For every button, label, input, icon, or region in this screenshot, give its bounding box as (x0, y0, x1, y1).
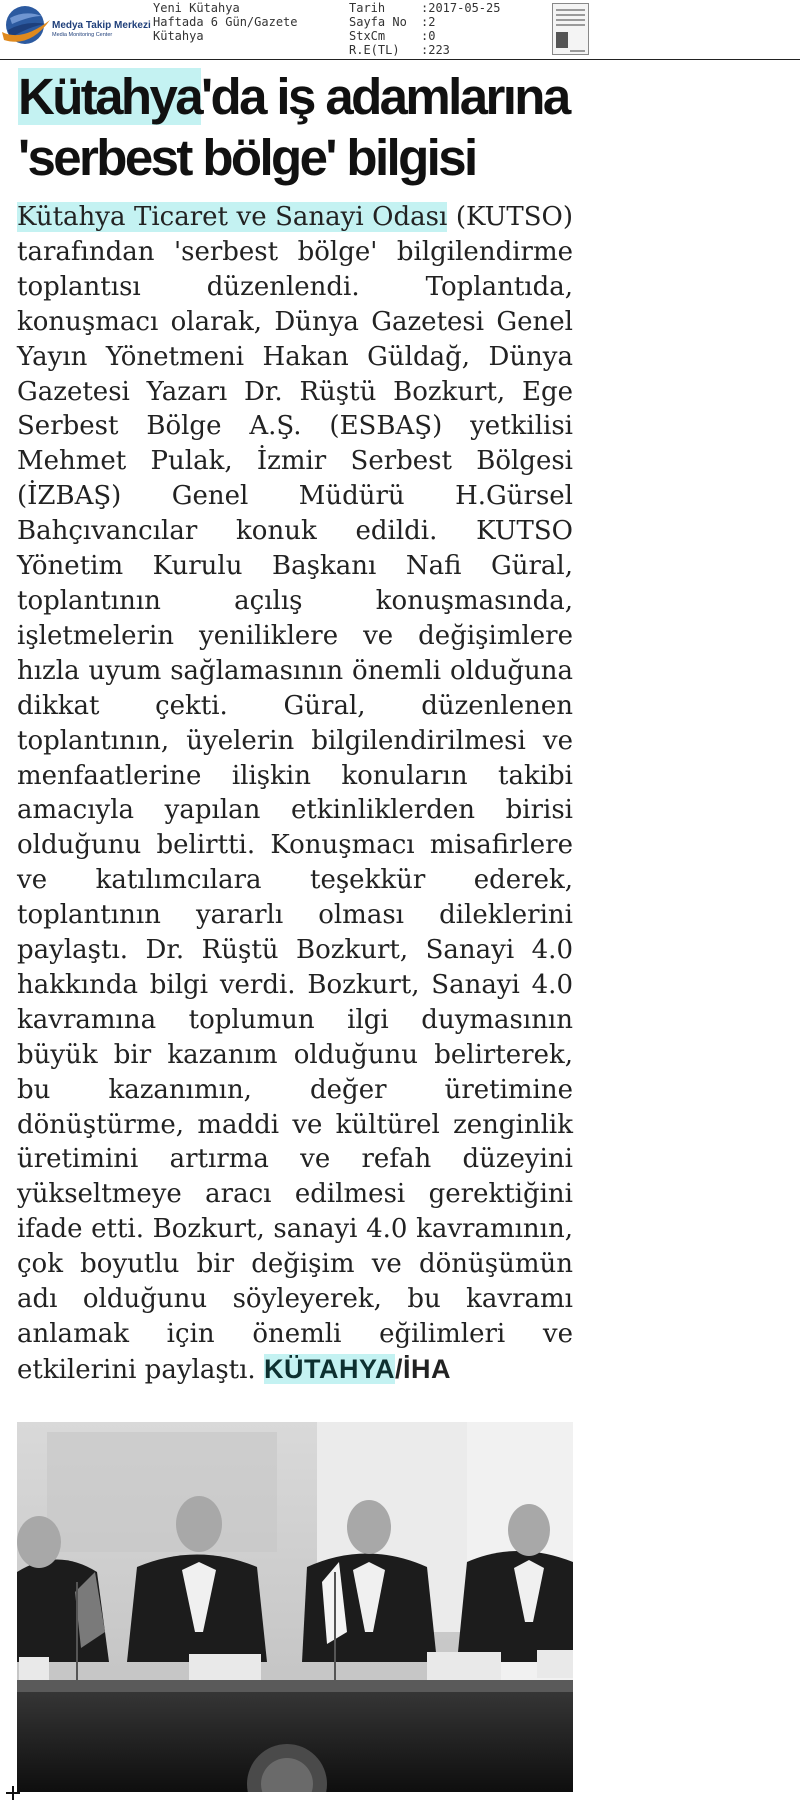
lead-highlight: Kütahya Ticaret ve Sanayi Odası (17, 202, 448, 232)
meta-stxcm-row (349, 29, 500, 43)
page-thumbnail[interactable] (552, 3, 589, 55)
meta-re-row (349, 43, 500, 57)
article-headline (18, 66, 578, 188)
logo-name: Medya Takip Merkezi (52, 20, 151, 31)
meta-re-label: R.E(TL) (349, 43, 400, 57)
crop-mark-icon (6, 1786, 20, 1800)
meeting-panel-photo-icon (17, 1422, 573, 1792)
publication-frequency: Haftada 6 Gün/Gazete (153, 15, 298, 29)
globe-swoosh-logo-icon (0, 2, 52, 52)
media-monitoring-logo (0, 2, 155, 52)
article-body (17, 200, 573, 1388)
byline-agency: /İHA (394, 1353, 451, 1384)
meta-page-label: Sayfa No (349, 15, 407, 29)
meta-page-row (349, 15, 500, 29)
article-body-text: (KUTSO) tarafından 'serbest bölge' bilgilendirme toplantısı düzenlendi. Toplantıda, konuşmacı olarak, Dünya Gazetesi Genel Yayın Yönetmeni Hakan Güldağ, Dünya Gazetesi Yazarı Dr. Rüştü Bozkurt, Ege Serbest Bölge A.Ş. (ESBAŞ) yetkilisi Mehmet Pulak, İzmir Serbest Bölgesi (İZBAŞ) Genel Müdürü H.Gürsel Bahçıvancılar konuk edildi. KUTSO Yönetim Kurulu Başkanı Nafi Güral, toplantının açılış konuşmasında, işletmelerin yeniliklere ve değişimlere hızla uyum sağlamasının önemli olduğuna dikkat çekti. Güral, düzenlenen toplantının, üyelerin bilgilendirilmesi ve menfaatlerine ilişkin konuların takibi amacıyla yapılan etkinliklerden birisi olduğunu belirtti. Konuşmacı misafirlere ve katılımcılara teşekkür ederek, toplantının yararlı olması dileklerini paylaştı. Dr. Rüştü Bozkurt, Sanayi 4.0 hakkında bilgi verdi. Bozkurt, Sanayi 4.0 kavramına toplumun ilgi duymasının büyük bir kazanım olduğunu belirterek, bu kazanımın, değer üretimine dönüştürme, maddi ve kültürel zenginlik üretimini artırma ve refah düzeyini yükseltmeye aracı edilmesi gerektiğini ifade etti. Bozkurt, sanayi 4.0 kavramının, çok boyutlu bir değişim ve dönüşümün adı olduğunu söyleyerek, bu kavramı anlamak için önemli eğilimleri ve etkilerini paylaştı. (17, 202, 573, 1385)
headline-rest: 'da iş adamlarına 'serbest bölge' bilgisi (18, 68, 569, 186)
byline-place: KÜTAHYA (263, 1353, 395, 1384)
headline-highlight: Kütahya (18, 68, 202, 125)
meta-date-label: Tarih (349, 1, 386, 15)
clipping-header (0, 0, 800, 60)
meta-re-value: :223 (421, 43, 450, 57)
byline (264, 1354, 451, 1384)
meta-date-row (349, 1, 500, 15)
publication-name: Yeni Kütahya (153, 1, 240, 15)
clipping-meta (349, 1, 500, 57)
meta-stxcm-label: StxCm (349, 29, 386, 43)
article-photo (17, 1422, 573, 1792)
logo-subtitle: Media Monitoring Center (52, 32, 113, 38)
meta-date-value: :2017-05-25 (421, 1, 501, 15)
meta-page-value: :2 (421, 15, 436, 29)
publication-city: Kütahya (153, 29, 204, 43)
meta-stxcm-value: :0 (421, 29, 436, 43)
publication-info (153, 1, 298, 43)
